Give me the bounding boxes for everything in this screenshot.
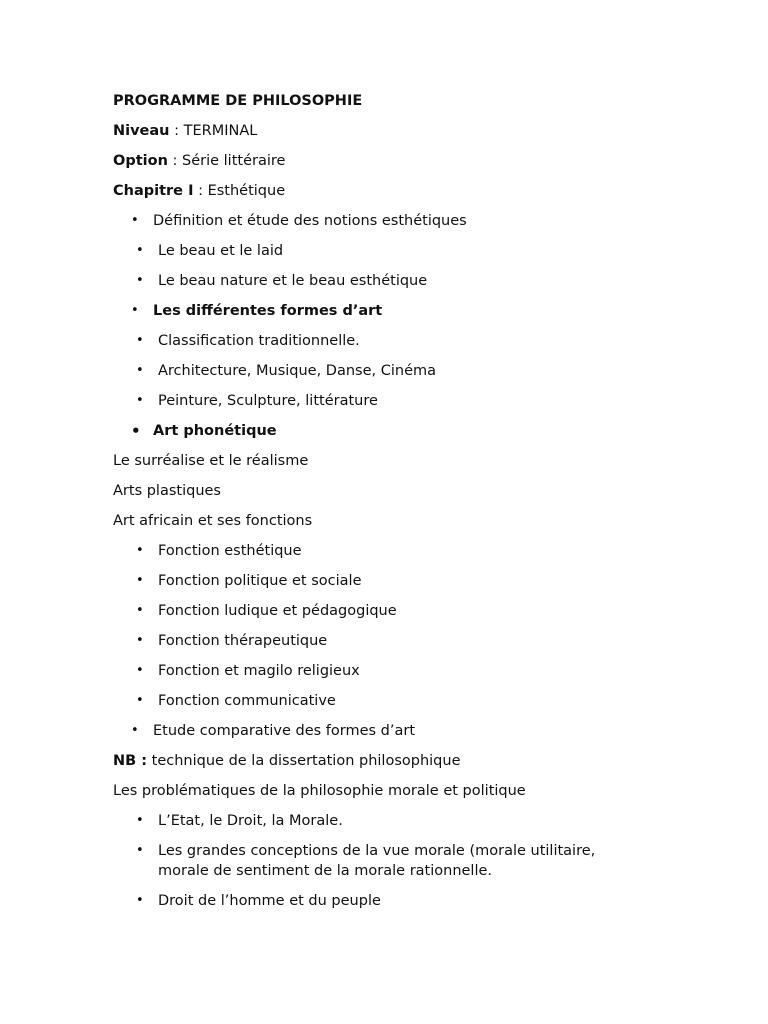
nb-label: NB :: [113, 753, 148, 769]
list-item: [113, 271, 673, 291]
list-item: [113, 301, 673, 321]
option-line: [113, 151, 673, 171]
list-item-text: Les grandes conceptions de la vue morale (morale utilitaire, morale de sentiment de la morale rationnelle.: [158, 843, 596, 879]
list-item: [113, 421, 673, 441]
document-title: PROGRAMME DE PHILOSOPHIE: [113, 93, 363, 109]
chapitre-value: : Esthétique: [193, 183, 286, 199]
list-item-text: Fonction et magilo religieux: [158, 663, 360, 679]
list-item: [113, 661, 673, 681]
list-item-text: Droit de l’homme et du peuple: [158, 893, 381, 909]
paragraph: Art africain et ses fonctions: [113, 513, 313, 529]
bullet-icon: •: [131, 213, 139, 228]
list-item-text: Les différentes formes d’art: [153, 303, 383, 319]
bullet-icon: •: [131, 422, 141, 440]
bullet-icon: •: [136, 363, 144, 378]
bullet-icon: •: [131, 723, 139, 738]
bullet-icon: •: [136, 393, 144, 408]
list-item-text: Fonction thérapeutique: [158, 633, 328, 649]
bullet-icon: •: [136, 243, 144, 258]
nb-line: [113, 751, 673, 771]
list-item: [113, 631, 673, 651]
paragraph: Arts plastiques: [113, 483, 221, 499]
list-item: [113, 721, 673, 741]
bullet-icon: •: [136, 273, 144, 288]
list-item: [113, 331, 673, 351]
list-item-text: Etude comparative des formes d’art: [153, 723, 416, 739]
list-item: [113, 601, 673, 621]
nb-value: technique de la dissertation philosophique: [147, 753, 461, 769]
paragraph: Le surréalise et le réalisme: [113, 453, 309, 469]
niveau-line: [113, 121, 673, 141]
niveau-label: Niveau: [113, 123, 170, 139]
list-item: [113, 891, 673, 911]
list-item: [113, 571, 673, 591]
paragraph: Les problématiques de la philosophie morale et politique: [113, 783, 526, 799]
list-item: [113, 211, 673, 231]
bullet-icon: •: [136, 573, 144, 588]
bullet-icon: •: [136, 693, 144, 708]
list-item-text: Architecture, Musique, Danse, Cinéma: [158, 363, 437, 379]
option-label: Option: [113, 153, 168, 169]
list-item: [113, 841, 673, 881]
chapitre-label: Chapitre I: [113, 183, 194, 199]
list-item-text: Fonction politique et sociale: [158, 573, 362, 589]
bullet-icon: •: [136, 603, 144, 618]
list-item-text: Fonction ludique et pédagogique: [158, 603, 397, 619]
list-item-text: Définition et étude des notions esthétiques: [153, 213, 467, 229]
list-item: [113, 361, 673, 381]
list-item: [113, 541, 673, 561]
list-item-text: Le beau nature et le beau esthétique: [158, 273, 428, 289]
bullet-icon: •: [131, 303, 139, 318]
bullet-icon: •: [136, 843, 144, 858]
list-item-text: L’Etat, le Droit, la Morale.: [158, 813, 343, 829]
list-item: [113, 811, 673, 831]
bullet-icon: •: [136, 333, 144, 348]
list-item-text: Peinture, Sculpture, littérature: [158, 393, 378, 409]
list-item-text: Fonction esthétique: [158, 543, 302, 559]
option-value: : Série littéraire: [167, 153, 286, 169]
list-item-text: Art phonétique: [153, 423, 277, 439]
chapitre-line: [113, 181, 673, 201]
bullet-icon: •: [136, 633, 144, 648]
bullet-icon: •: [136, 813, 144, 828]
list-item-text: Classification traditionnelle.: [158, 333, 360, 349]
bullet-icon: •: [136, 663, 144, 678]
list-item: [113, 241, 673, 261]
list-item: [113, 391, 673, 411]
bullet-icon: •: [136, 893, 144, 908]
list-item-text: Le beau et le laid: [158, 243, 284, 259]
list-item-text: Fonction communicative: [158, 693, 336, 709]
bullet-icon: •: [136, 543, 144, 558]
niveau-value: : TERMINAL: [169, 123, 258, 139]
list-item: [113, 691, 673, 711]
document-page: [113, 91, 673, 921]
